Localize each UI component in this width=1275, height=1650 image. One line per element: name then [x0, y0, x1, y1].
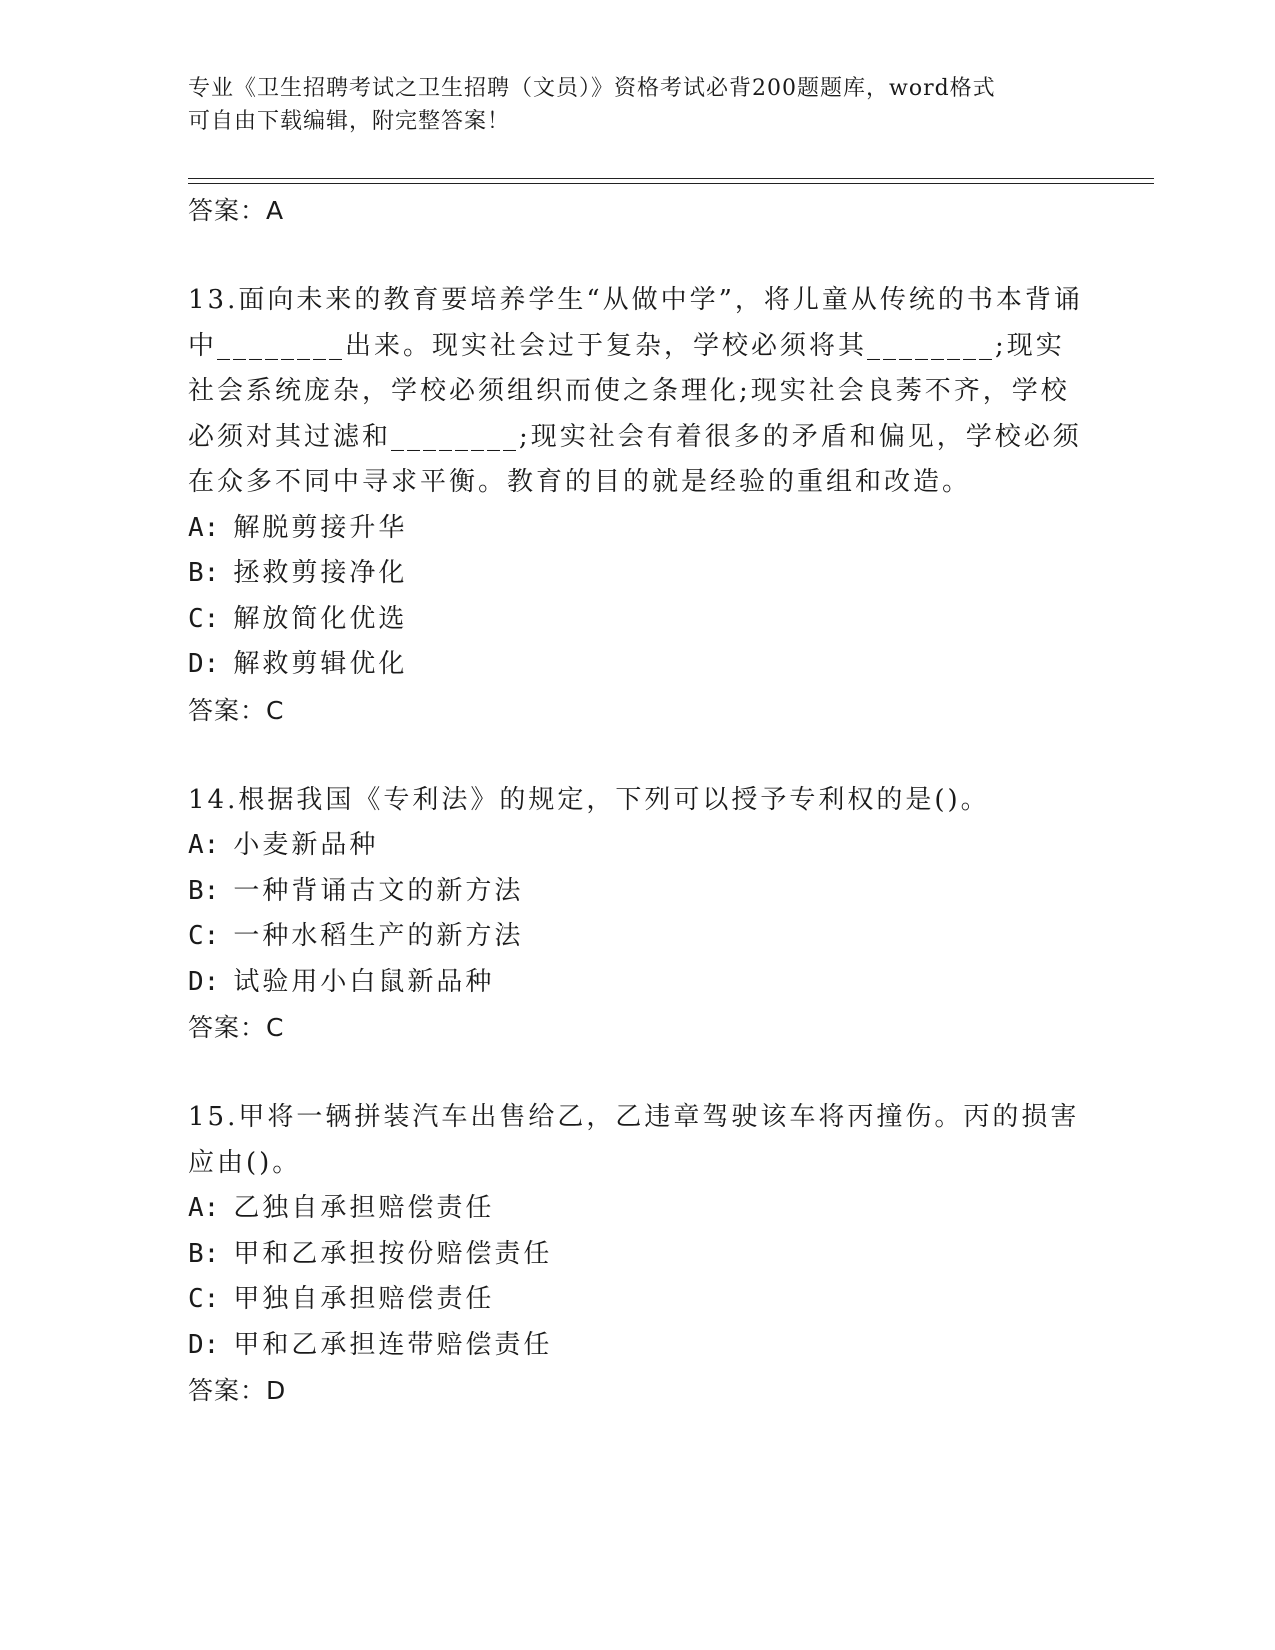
- answer-label: 答案：: [188, 695, 267, 725]
- answer-value: C: [266, 695, 285, 725]
- answer-line: [188, 188, 1088, 234]
- option-text: 甲独自承担赔偿责任: [233, 1284, 495, 1314]
- option-text: 解脱剪接升华: [233, 512, 408, 543]
- question-stem: 15.甲将一辆拼装汽车出售给乙，乙违章驾驶该车将丙撞伤。丙的损害应由()。: [188, 1102, 1080, 1178]
- option-letter: B:: [188, 558, 220, 588]
- option-letter: D:: [188, 1329, 220, 1360]
- option-letter: D:: [188, 966, 220, 997]
- option-letter: B:: [188, 875, 220, 906]
- option-a: [188, 1186, 1088, 1232]
- question-14: [188, 778, 1088, 1052]
- option-c: [188, 914, 1088, 960]
- document-header: [188, 72, 1068, 138]
- header-line-2: 可自由下载编辑，附完整答案！: [188, 109, 511, 134]
- option-letter: A:: [188, 830, 220, 860]
- option-text: 甲和乙承担按份赔偿责任: [233, 1238, 553, 1269]
- answer-value: C: [266, 1013, 285, 1042]
- question-15: [188, 1095, 1088, 1414]
- answer-value: A: [266, 196, 285, 225]
- question-13: [188, 278, 1088, 734]
- option-b: [188, 551, 1088, 597]
- option-letter: D:: [188, 649, 220, 679]
- option-b: [188, 869, 1088, 915]
- option-letter: A:: [188, 1193, 220, 1223]
- header-divider-bottom: [188, 183, 1154, 184]
- option-text: 一种背诵古文的新方法: [233, 875, 524, 906]
- answer-label: 答案：: [188, 196, 267, 225]
- answer-value: D: [266, 1376, 287, 1405]
- option-letter: C:: [188, 603, 220, 634]
- answer-line: [188, 688, 1088, 734]
- answer-line: [188, 1005, 1088, 1051]
- option-b: [188, 1232, 1088, 1278]
- option-text: 甲和乙承担连带赔偿责任: [233, 1329, 553, 1360]
- option-letter: A:: [188, 512, 220, 543]
- option-text: 拯救剪接净化: [233, 558, 408, 588]
- option-c: [188, 597, 1088, 643]
- question-stem: 13.面向未来的教育要培养学生“从做中学”，将儿童从传统的书本背诵中________出来。现实社会过于复杂，学校必须将其________;现实社会系统庞杂，学校必须组织而使之条理化;现实社会良莠不齐，学校必须对其过滤和________;现实社会有着很多的矛盾和偏见，学校必须在众多不同中寻求平衡。教育的目的就是经验的重组和改造。: [188, 285, 1083, 497]
- option-letter: C:: [188, 921, 220, 951]
- answer-line: [188, 1368, 1088, 1414]
- option-letter: B:: [188, 1238, 220, 1269]
- answer-label: 答案：: [188, 1376, 267, 1405]
- document-body: [188, 188, 1088, 1414]
- option-a: [188, 823, 1088, 869]
- option-text: 一种水稻生产的新方法: [233, 921, 524, 951]
- option-text: 试验用小白鼠新品种: [233, 966, 495, 997]
- option-text: 小麦新品种: [233, 830, 379, 860]
- question-stem: 14.根据我国《专利法》的规定，下列可以授予专利权的是()。: [188, 784, 990, 815]
- option-c: [188, 1277, 1088, 1323]
- answer-label: 答案：: [188, 1013, 267, 1042]
- option-letter: C:: [188, 1284, 220, 1314]
- option-a: [188, 506, 1088, 552]
- option-d: [188, 1323, 1088, 1369]
- header-line-1: 专业《卫生招聘考试之卫生招聘（文员）》资格考试必背200题题库，word格式: [188, 76, 996, 101]
- option-d: [188, 960, 1088, 1006]
- option-text: 解救剪辑优化: [233, 649, 408, 679]
- option-d: [188, 642, 1088, 688]
- option-text: 乙独自承担赔偿责任: [233, 1193, 495, 1223]
- header-divider-top: [188, 178, 1154, 179]
- option-text: 解放简化优选: [233, 603, 408, 634]
